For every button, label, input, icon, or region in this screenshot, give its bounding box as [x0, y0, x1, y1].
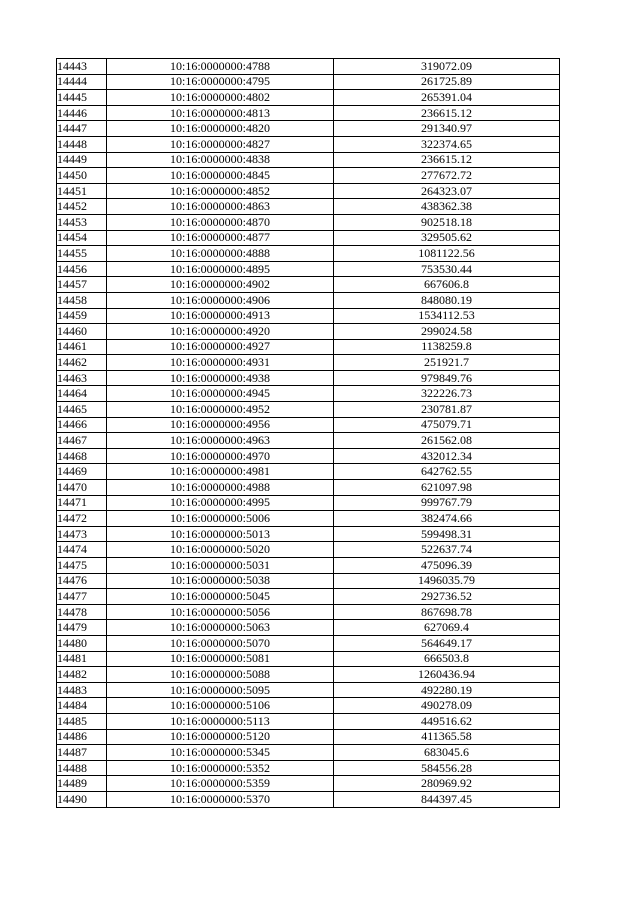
cadastral-number-cell: 10:16:0000000:4956 [107, 417, 334, 433]
table-row [57, 682, 560, 698]
row-number-cell: 14452 [57, 199, 107, 215]
row-number-cell: 14470 [57, 480, 107, 496]
cadastral-number-cell: 10:16:0000000:4888 [107, 246, 334, 262]
value-cell: 627069.4 [334, 620, 560, 636]
table-row [57, 308, 560, 324]
value-cell: 319072.09 [334, 59, 560, 75]
table-row [57, 355, 560, 371]
row-number-cell: 14468 [57, 448, 107, 464]
row-number-cell: 14462 [57, 355, 107, 371]
value-cell: 475079.71 [334, 417, 560, 433]
row-number-cell: 14457 [57, 277, 107, 293]
cadastral-number-cell: 10:16:0000000:5013 [107, 526, 334, 542]
cadastral-number-cell: 10:16:0000000:4913 [107, 308, 334, 324]
value-cell: 492280.19 [334, 682, 560, 698]
row-number-cell: 14445 [57, 90, 107, 106]
row-number-cell: 14456 [57, 261, 107, 277]
row-number-cell: 14490 [57, 791, 107, 807]
cadastral-number-cell: 10:16:0000000:4863 [107, 199, 334, 215]
cadastral-number-cell: 10:16:0000000:4963 [107, 433, 334, 449]
cadastral-number-cell: 10:16:0000000:4845 [107, 168, 334, 184]
cadastral-number-cell: 10:16:0000000:4931 [107, 355, 334, 371]
value-cell: 642762.55 [334, 464, 560, 480]
table-row [57, 168, 560, 184]
table-row [57, 246, 560, 262]
cadastral-number-cell: 10:16:0000000:5006 [107, 511, 334, 527]
value-cell: 1260436.94 [334, 667, 560, 683]
row-number-cell: 14480 [57, 635, 107, 651]
cadastral-number-cell: 10:16:0000000:4970 [107, 448, 334, 464]
value-cell: 230781.87 [334, 402, 560, 418]
value-cell: 584556.28 [334, 760, 560, 776]
value-cell: 844397.45 [334, 791, 560, 807]
row-number-cell: 14473 [57, 526, 107, 542]
cadastral-number-cell: 10:16:0000000:5359 [107, 776, 334, 792]
row-number-cell: 14453 [57, 214, 107, 230]
value-cell: 322374.65 [334, 136, 560, 152]
cadastral-number-cell: 10:16:0000000:4952 [107, 402, 334, 418]
row-number-cell: 14444 [57, 74, 107, 90]
cadastral-number-cell: 10:16:0000000:5120 [107, 729, 334, 745]
table-row [57, 448, 560, 464]
table-row [57, 386, 560, 402]
value-cell: 564649.17 [334, 635, 560, 651]
cadastral-number-cell: 10:16:0000000:5081 [107, 651, 334, 667]
table-row [57, 105, 560, 121]
value-cell: 449516.62 [334, 713, 560, 729]
table-row [57, 729, 560, 745]
value-cell: 251921.7 [334, 355, 560, 371]
cadastral-value-table [56, 58, 560, 808]
value-cell: 236615.12 [334, 152, 560, 168]
cadastral-number-cell: 10:16:0000000:5352 [107, 760, 334, 776]
table-row [57, 74, 560, 90]
value-cell: 264323.07 [334, 183, 560, 199]
row-number-cell: 14458 [57, 292, 107, 308]
table-row [57, 776, 560, 792]
table-row [57, 152, 560, 168]
value-cell: 322226.73 [334, 386, 560, 402]
table-row [57, 230, 560, 246]
table-row [57, 620, 560, 636]
value-cell: 666503.8 [334, 651, 560, 667]
value-cell: 979849.76 [334, 370, 560, 386]
value-cell: 522637.74 [334, 542, 560, 558]
value-cell: 902518.18 [334, 214, 560, 230]
cadastral-number-cell: 10:16:0000000:5088 [107, 667, 334, 683]
table-row [57, 136, 560, 152]
value-cell: 867698.78 [334, 604, 560, 620]
value-cell: 683045.6 [334, 745, 560, 761]
value-cell: 299024.58 [334, 324, 560, 340]
value-cell: 291340.97 [334, 121, 560, 137]
table-row [57, 589, 560, 605]
table-row [57, 261, 560, 277]
row-number-cell: 14486 [57, 729, 107, 745]
row-number-cell: 14477 [57, 589, 107, 605]
cadastral-number-cell: 10:16:0000000:4820 [107, 121, 334, 137]
cadastral-number-cell: 10:16:0000000:4938 [107, 370, 334, 386]
row-number-cell: 14474 [57, 542, 107, 558]
cadastral-number-cell: 10:16:0000000:4813 [107, 105, 334, 121]
value-cell: 1534112.53 [334, 308, 560, 324]
row-number-cell: 14451 [57, 183, 107, 199]
row-number-cell: 14469 [57, 464, 107, 480]
value-cell: 599498.31 [334, 526, 560, 542]
table-row [57, 573, 560, 589]
row-number-cell: 14489 [57, 776, 107, 792]
cadastral-number-cell: 10:16:0000000:4945 [107, 386, 334, 402]
cadastral-number-cell: 10:16:0000000:4838 [107, 152, 334, 168]
value-cell: 329505.62 [334, 230, 560, 246]
table-row [57, 433, 560, 449]
cadastral-number-cell: 10:16:0000000:5038 [107, 573, 334, 589]
cadastral-number-cell: 10:16:0000000:4981 [107, 464, 334, 480]
table-body [57, 59, 560, 808]
row-number-cell: 14460 [57, 324, 107, 340]
row-number-cell: 14475 [57, 558, 107, 574]
table-row [57, 558, 560, 574]
table-row [57, 604, 560, 620]
cadastral-number-cell: 10:16:0000000:4870 [107, 214, 334, 230]
cadastral-number-cell: 10:16:0000000:5045 [107, 589, 334, 605]
row-number-cell: 14447 [57, 121, 107, 137]
table-row [57, 370, 560, 386]
value-cell: 438362.38 [334, 199, 560, 215]
row-number-cell: 14471 [57, 495, 107, 511]
cadastral-number-cell: 10:16:0000000:4827 [107, 136, 334, 152]
row-number-cell: 14472 [57, 511, 107, 527]
row-number-cell: 14467 [57, 433, 107, 449]
row-number-cell: 14463 [57, 370, 107, 386]
row-number-cell: 14466 [57, 417, 107, 433]
value-cell: 236615.12 [334, 105, 560, 121]
value-cell: 667606.8 [334, 277, 560, 293]
value-cell: 277672.72 [334, 168, 560, 184]
value-cell: 432012.34 [334, 448, 560, 464]
row-number-cell: 14448 [57, 136, 107, 152]
row-number-cell: 14488 [57, 760, 107, 776]
cadastral-number-cell: 10:16:0000000:5031 [107, 558, 334, 574]
row-number-cell: 14481 [57, 651, 107, 667]
value-cell: 753530.44 [334, 261, 560, 277]
row-number-cell: 14446 [57, 105, 107, 121]
value-cell: 292736.52 [334, 589, 560, 605]
row-number-cell: 14450 [57, 168, 107, 184]
table-row [57, 495, 560, 511]
table-row [57, 667, 560, 683]
value-cell: 261725.89 [334, 74, 560, 90]
cadastral-number-cell: 10:16:0000000:4902 [107, 277, 334, 293]
cadastral-number-cell: 10:16:0000000:4852 [107, 183, 334, 199]
cadastral-number-cell: 10:16:0000000:4877 [107, 230, 334, 246]
value-cell: 265391.04 [334, 90, 560, 106]
cadastral-number-cell: 10:16:0000000:5345 [107, 745, 334, 761]
table-row [57, 183, 560, 199]
cadastral-number-cell: 10:16:0000000:5070 [107, 635, 334, 651]
value-cell: 848080.19 [334, 292, 560, 308]
table-row [57, 745, 560, 761]
table-row [57, 90, 560, 106]
table-row [57, 59, 560, 75]
row-number-cell: 14464 [57, 386, 107, 402]
cadastral-number-cell: 10:16:0000000:5063 [107, 620, 334, 636]
row-number-cell: 14459 [57, 308, 107, 324]
table-row [57, 199, 560, 215]
table-row [57, 526, 560, 542]
cadastral-number-cell: 10:16:0000000:4920 [107, 324, 334, 340]
value-cell: 1496035.79 [334, 573, 560, 589]
table-row [57, 214, 560, 230]
cadastral-number-cell: 10:16:0000000:4906 [107, 292, 334, 308]
table-row [57, 635, 560, 651]
table-row [57, 277, 560, 293]
row-number-cell: 14487 [57, 745, 107, 761]
value-cell: 1081122.56 [334, 246, 560, 262]
table-row [57, 713, 560, 729]
table-row [57, 464, 560, 480]
value-cell: 490278.09 [334, 698, 560, 714]
cadastral-number-cell: 10:16:0000000:5095 [107, 682, 334, 698]
value-cell: 999767.79 [334, 495, 560, 511]
value-cell: 261562.08 [334, 433, 560, 449]
row-number-cell: 14484 [57, 698, 107, 714]
row-number-cell: 14476 [57, 573, 107, 589]
row-number-cell: 14465 [57, 402, 107, 418]
table-row [57, 511, 560, 527]
cadastral-number-cell: 10:16:0000000:4802 [107, 90, 334, 106]
row-number-cell: 14479 [57, 620, 107, 636]
table-row [57, 542, 560, 558]
table-row [57, 651, 560, 667]
table-row [57, 760, 560, 776]
value-cell: 280969.92 [334, 776, 560, 792]
value-cell: 475096.39 [334, 558, 560, 574]
cadastral-number-cell: 10:16:0000000:5056 [107, 604, 334, 620]
row-number-cell: 14485 [57, 713, 107, 729]
value-cell: 382474.66 [334, 511, 560, 527]
row-number-cell: 14461 [57, 339, 107, 355]
row-number-cell: 14478 [57, 604, 107, 620]
cadastral-number-cell: 10:16:0000000:4995 [107, 495, 334, 511]
row-number-cell: 14455 [57, 246, 107, 262]
row-number-cell: 14443 [57, 59, 107, 75]
table-row [57, 402, 560, 418]
table-row [57, 121, 560, 137]
cadastral-number-cell: 10:16:0000000:4795 [107, 74, 334, 90]
cadastral-number-cell: 10:16:0000000:5370 [107, 791, 334, 807]
row-number-cell: 14482 [57, 667, 107, 683]
cadastral-number-cell: 10:16:0000000:5113 [107, 713, 334, 729]
table-row [57, 324, 560, 340]
cadastral-number-cell: 10:16:0000000:5106 [107, 698, 334, 714]
table-row [57, 480, 560, 496]
row-number-cell: 14483 [57, 682, 107, 698]
cadastral-number-cell: 10:16:0000000:5020 [107, 542, 334, 558]
value-cell: 621097.98 [334, 480, 560, 496]
cadastral-number-cell: 10:16:0000000:4988 [107, 480, 334, 496]
table-row [57, 698, 560, 714]
row-number-cell: 14449 [57, 152, 107, 168]
table-row [57, 417, 560, 433]
table-row [57, 292, 560, 308]
value-cell: 411365.58 [334, 729, 560, 745]
value-cell: 1138259.8 [334, 339, 560, 355]
cadastral-number-cell: 10:16:0000000:4927 [107, 339, 334, 355]
table-row [57, 339, 560, 355]
cadastral-number-cell: 10:16:0000000:4788 [107, 59, 334, 75]
table-row [57, 791, 560, 807]
row-number-cell: 14454 [57, 230, 107, 246]
cadastral-number-cell: 10:16:0000000:4895 [107, 261, 334, 277]
